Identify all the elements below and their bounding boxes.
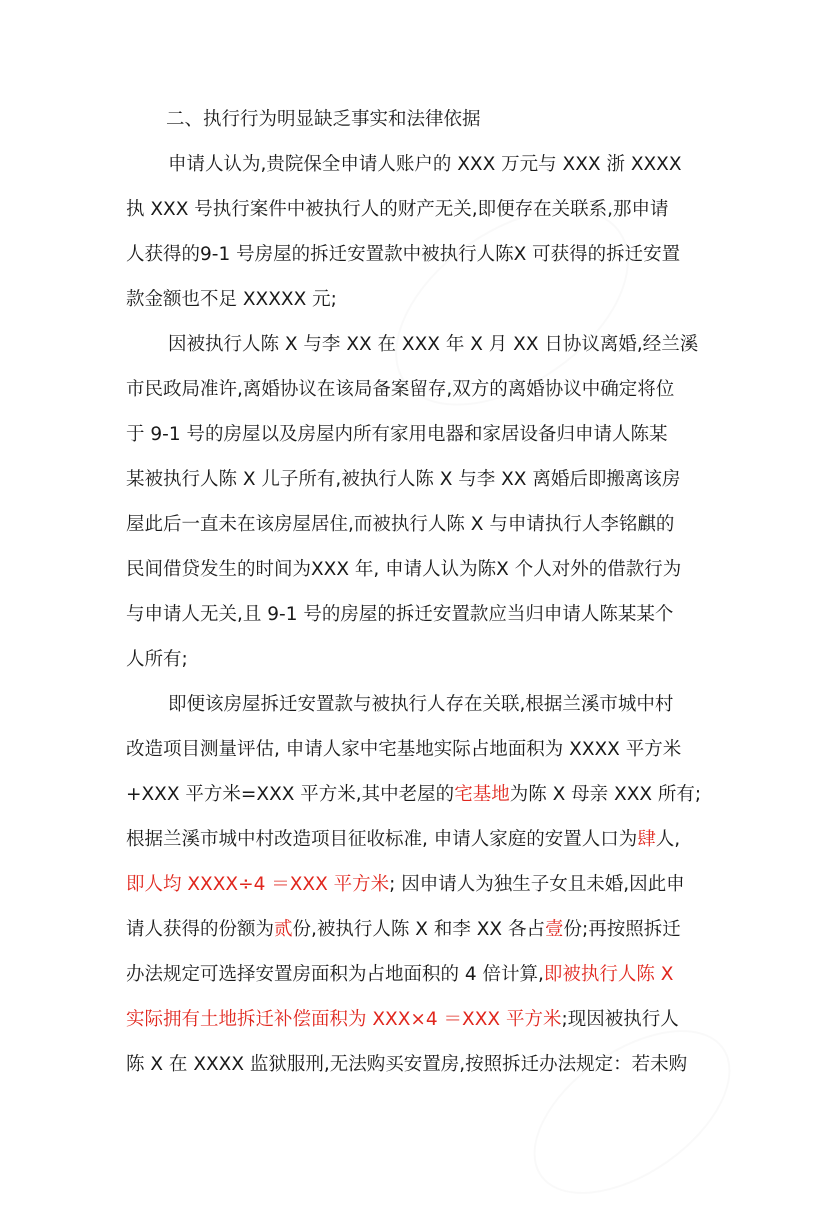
text-span: +XXX 平方米=XXX 平方米,其中老屋的 xyxy=(126,784,455,805)
paragraph-line: 某被执行人陈 X 儿子所有,被执行人陈 X 与李 XX 离婚后即搬离该房 xyxy=(126,469,681,490)
section-heading: 二、执行行为明显缺乏事实和法律依据 xyxy=(166,109,481,130)
text-span: 请人获得的份额为 xyxy=(126,919,275,940)
paragraph-line: 执 XXX 号执行案件中被执行人的财产无关,即便存在关联系,那申请 xyxy=(126,199,669,220)
text-span: 份;再按照拆迁 xyxy=(563,919,681,940)
text-span: 根据兰溪市城中村改造项目征收标准, 申请人家庭的安置人口为 xyxy=(126,829,638,850)
highlight-text: 即人均 XXXX÷4 ＝XXX 平方米 xyxy=(126,874,390,895)
paragraph-line: 市民政局准许,离婚协议在该局备案留存,双方的离婚协议中确定将位 xyxy=(126,379,675,400)
highlight-text: 宅基地 xyxy=(454,784,510,805)
paragraph-line: 人获得的9-1 号房屋的拆迁安置款中被执行人陈X 可获得的拆迁安置 xyxy=(126,244,681,265)
paragraph-line xyxy=(126,828,716,852)
paragraph-line xyxy=(126,963,716,987)
highlight-text: 壹 xyxy=(544,919,564,940)
highlight-text: 实际拥有土地拆迁补偿面积为 XXX×4 ＝XXX 平方米 xyxy=(126,1009,562,1030)
paragraph-line: 申请人认为,贵院保全申请人账户的 XXX 万元与 XXX 浙 XXXX xyxy=(168,154,682,175)
text-span: 办法规定可选择安置房面积为占地面积的 4 倍计算, xyxy=(126,964,544,985)
paragraph-line: 因被执行人陈 X 与李 XX 在 XXX 年 X 月 XX 日协议离婚,经兰溪 xyxy=(168,334,699,355)
paragraph-line xyxy=(126,873,716,897)
text-span: ;现因被执行人 xyxy=(561,1009,679,1030)
paragraph-line: 于 9-1 号的房屋以及房屋内所有家用电器和家居设备归申请人陈某 xyxy=(126,424,668,445)
paragraph-line: 款金额也不足 XXXXX 元; xyxy=(126,289,337,310)
paragraph-line: 人所有; xyxy=(126,649,188,670)
paragraph-line xyxy=(126,1008,716,1032)
highlight-text: 肆 xyxy=(637,829,656,850)
highlight-text: 贰 xyxy=(274,919,293,940)
paragraph-line: 即便该房屋拆迁安置款与被执行人存在关联,根据兰溪市城中村 xyxy=(168,694,674,715)
paragraph-line: 民间借贷发生的时间为XXX 年, 申请人认为陈X 个人对外的借款行为 xyxy=(126,559,682,580)
paragraph-line xyxy=(126,783,716,807)
paragraph-line: 与申请人无关,且 9-1 号的房屋的拆迁安置款应当归申请人陈某某个 xyxy=(126,604,674,625)
highlight-text: 即被执行人陈 X xyxy=(543,964,674,985)
paragraph-line: 改造项目测量评估, 申请人家中宅基地实际占地面积为 XXXX 平方米 xyxy=(126,739,682,760)
text-span: 为陈 X 母亲 XXX 所有; xyxy=(509,784,702,805)
paragraph-line: 屋此后一直未在该房屋居住,而被执行人陈 X 与申请执行人李铭麒的 xyxy=(126,514,675,535)
paragraph-line xyxy=(126,918,716,942)
text-span: ; 因申请人为独生子女且未婚,因此申 xyxy=(389,874,685,895)
text-span: 人, xyxy=(655,829,681,850)
paragraph-line: 陈 X 在 XXXX 监狱服刑,无法购买安置房,按照拆迁办法规定：若未购 xyxy=(126,1054,688,1075)
text-span: 份,被执行人陈 X 和李 XX 各占 xyxy=(292,919,545,940)
